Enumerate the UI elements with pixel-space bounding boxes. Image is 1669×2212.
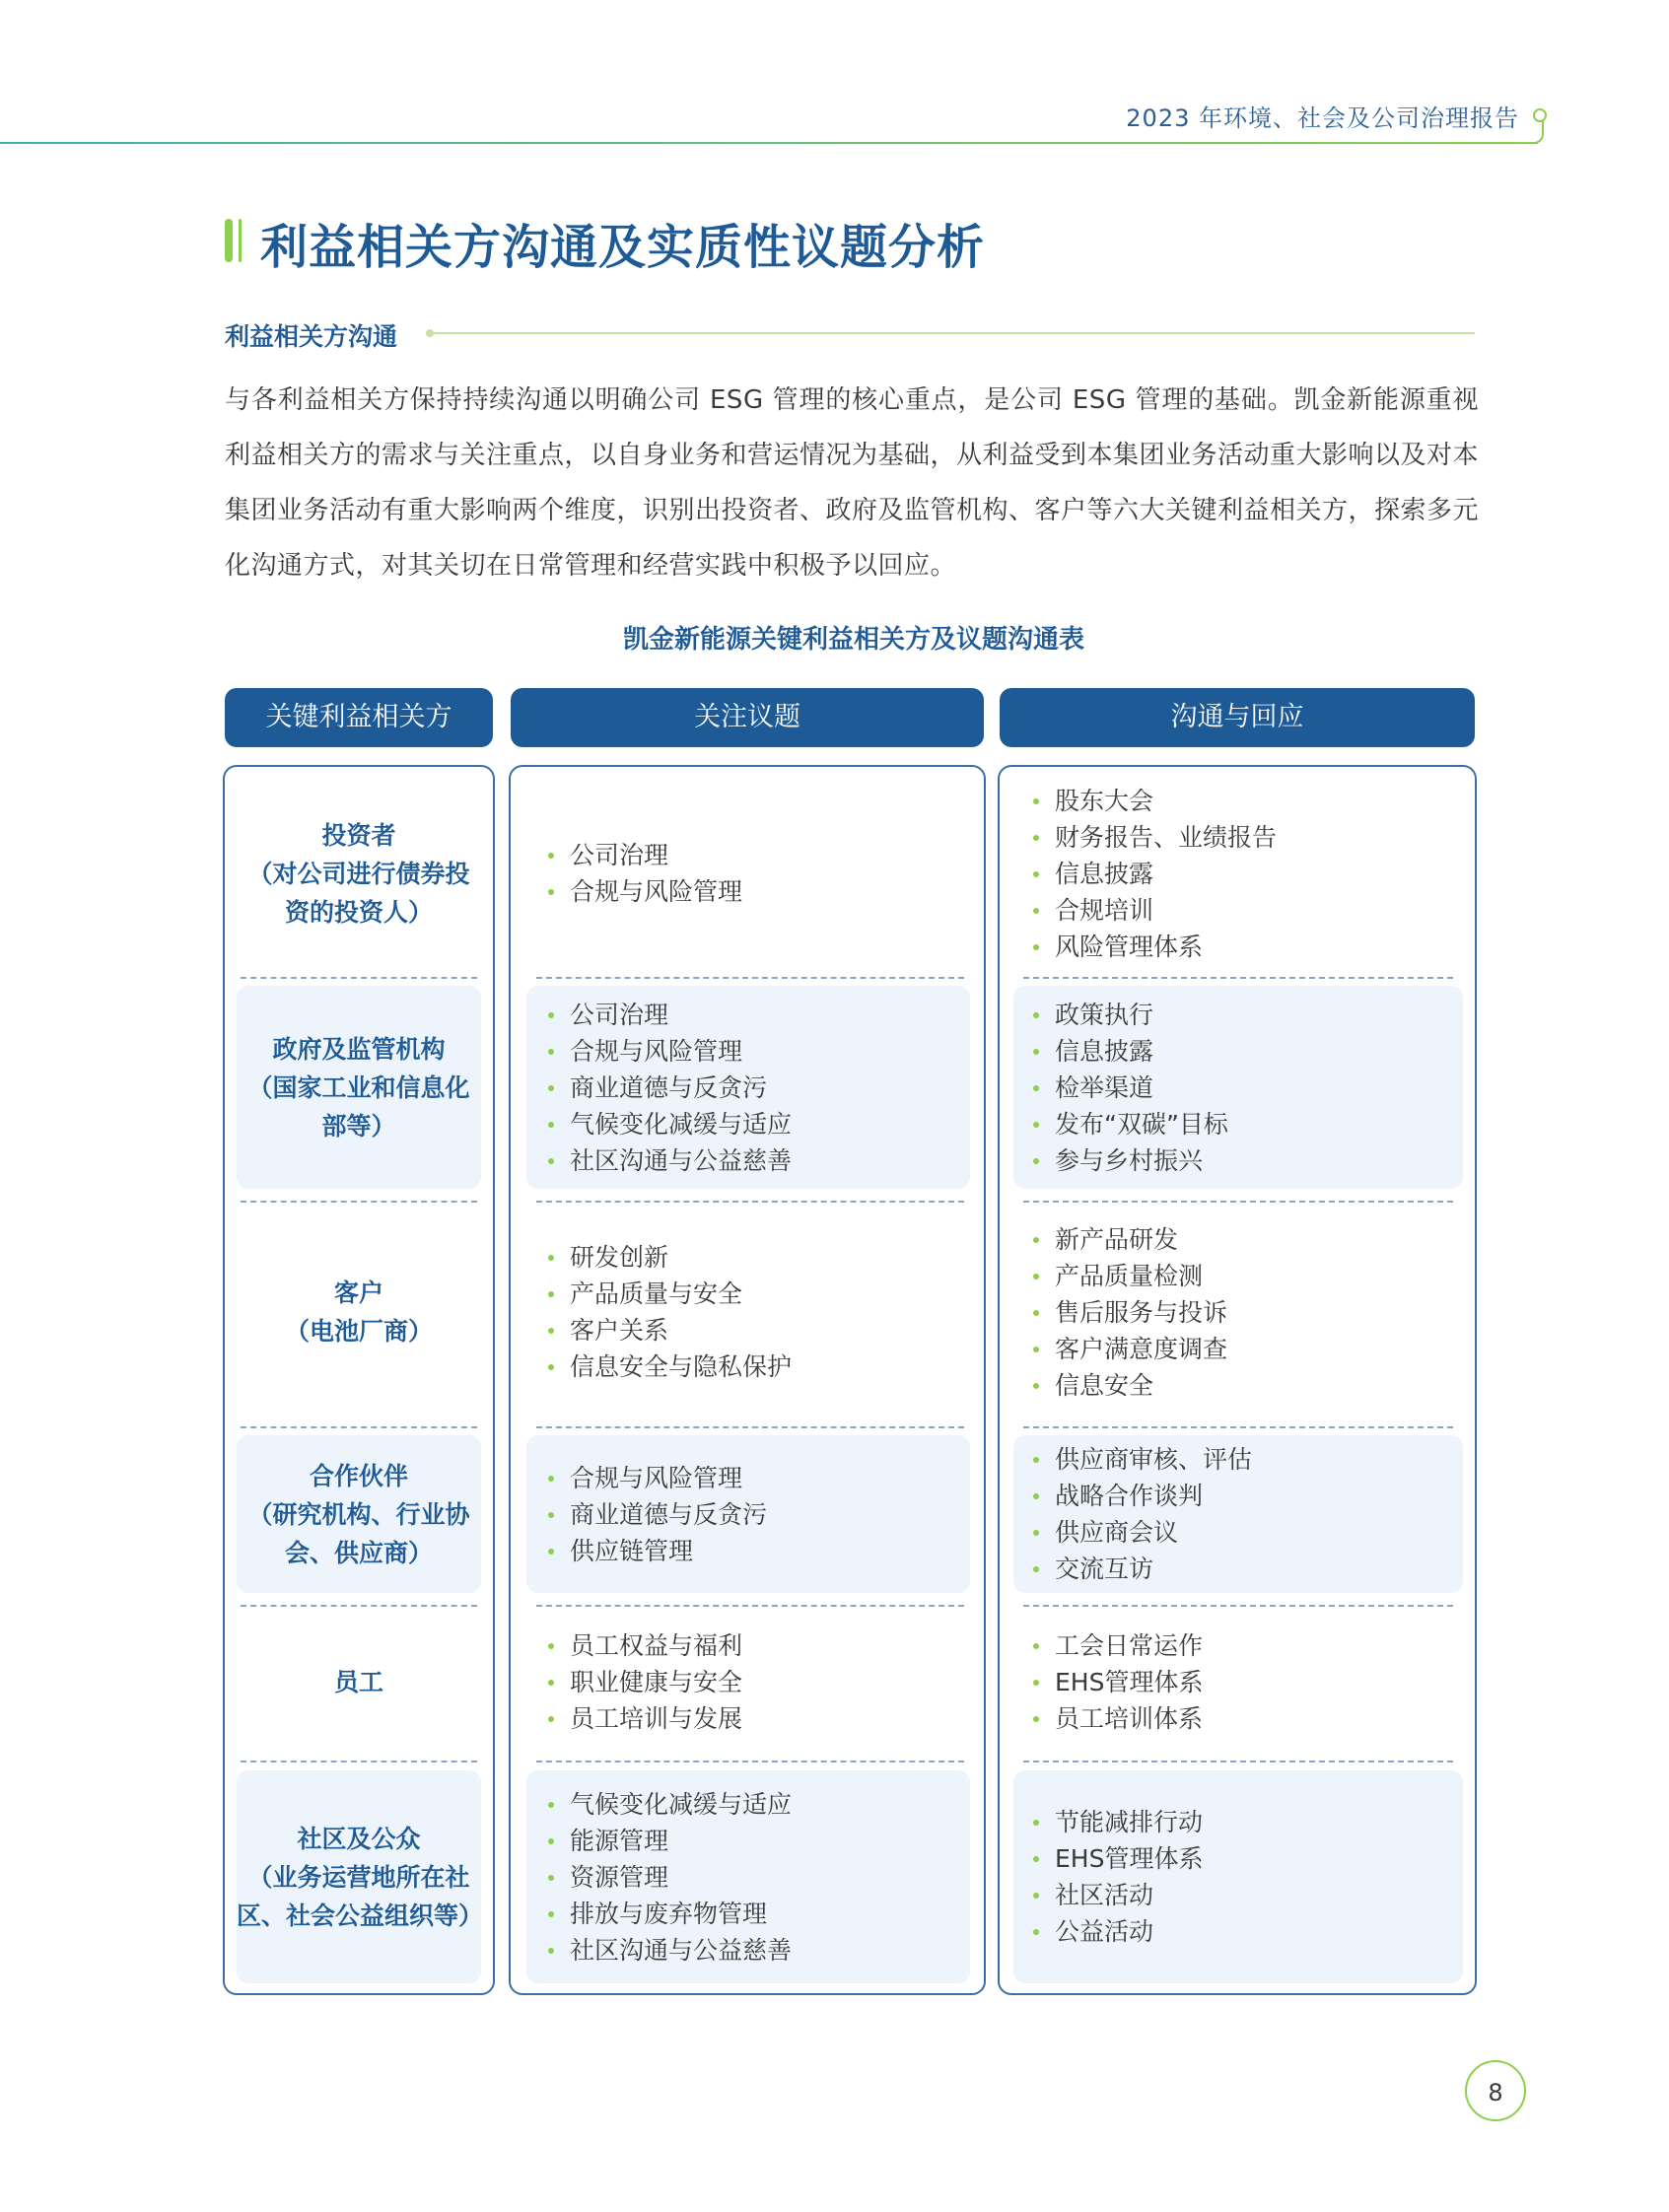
column-header-responses: 沟通与回应 bbox=[1000, 688, 1475, 747]
response-text: 交流互访 bbox=[1055, 1555, 1154, 1583]
response-item bbox=[1033, 1441, 1463, 1478]
response-text: 发布“双碳”目标 bbox=[1055, 1109, 1228, 1139]
response-item bbox=[1033, 1913, 1463, 1950]
bullet-dot-icon bbox=[1033, 1680, 1039, 1686]
topics-cell bbox=[526, 986, 970, 1189]
topic-item bbox=[548, 1070, 970, 1106]
topic-item bbox=[548, 1106, 970, 1142]
topics-cell bbox=[526, 775, 970, 972]
response-item bbox=[1033, 819, 1463, 856]
response-item bbox=[1033, 1142, 1463, 1179]
bullet-dot-icon bbox=[1033, 1274, 1039, 1279]
row-divider bbox=[1023, 977, 1453, 979]
row-divider bbox=[241, 977, 477, 979]
topic-item bbox=[548, 1823, 970, 1859]
topic-item bbox=[548, 1496, 970, 1533]
stakeholder-name-line: （研究机构、行业协 bbox=[247, 1499, 470, 1529]
response-item bbox=[1033, 1664, 1463, 1700]
response-item bbox=[1033, 929, 1463, 965]
bullet-dot-icon bbox=[1033, 944, 1039, 950]
table-caption: 凯金新能源关键利益相关方及议题沟通表 bbox=[622, 625, 1084, 655]
row-divider bbox=[1023, 1605, 1453, 1607]
bullet-dot-icon bbox=[1033, 1383, 1039, 1389]
section-title: 利益相关方沟通 bbox=[225, 322, 398, 351]
topic-text: 商业道德与反贪污 bbox=[570, 1499, 768, 1529]
bullet-dot-icon bbox=[1033, 1347, 1039, 1352]
stakeholder-name-line: 社区及公众 bbox=[297, 1824, 421, 1853]
topic-text: 职业健康与安全 bbox=[570, 1667, 743, 1696]
response-item bbox=[1033, 783, 1463, 819]
bullet-dot-icon bbox=[1033, 798, 1039, 804]
topic-text: 气候变化减缓与适应 bbox=[570, 1109, 793, 1139]
bullet-dot-icon bbox=[548, 1049, 554, 1055]
response-item bbox=[1033, 856, 1463, 892]
stakeholder-cell bbox=[237, 1613, 481, 1751]
response-text: 信息披露 bbox=[1055, 1036, 1154, 1066]
stakeholder-name-line: 部等） bbox=[321, 1111, 396, 1141]
stakeholder-cell bbox=[237, 1435, 481, 1593]
topics-cell bbox=[526, 1613, 970, 1751]
bullet-dot-icon bbox=[548, 1802, 554, 1808]
topic-text: 排放与废弃物管理 bbox=[570, 1899, 768, 1928]
topic-text: 气候变化减缓与适应 bbox=[570, 1789, 793, 1819]
topics-cell bbox=[526, 1209, 970, 1416]
bullet-dot-icon bbox=[548, 1085, 554, 1091]
responses-cell bbox=[1013, 775, 1463, 972]
topic-item bbox=[548, 1859, 970, 1896]
response-text: EHS管理体系 bbox=[1055, 1844, 1204, 1873]
topic-item bbox=[548, 1533, 970, 1569]
bullet-dot-icon bbox=[548, 1716, 554, 1722]
bullet-dot-icon bbox=[1033, 1929, 1039, 1935]
stakeholder-name-line: 政府及监管机构 bbox=[272, 1034, 446, 1064]
response-text: 社区活动 bbox=[1055, 1881, 1154, 1909]
response-text: 财务报告、业绩报告 bbox=[1055, 822, 1278, 852]
topic-item bbox=[548, 1239, 970, 1276]
topic-item bbox=[548, 1348, 970, 1385]
stakeholder-name-line: （国家工业和信息化 bbox=[247, 1072, 470, 1102]
response-item bbox=[1033, 1804, 1463, 1840]
topic-item bbox=[548, 1142, 970, 1179]
response-text: 风险管理体系 bbox=[1055, 932, 1204, 961]
row-divider bbox=[241, 1761, 477, 1763]
row-divider bbox=[536, 1605, 964, 1607]
topic-text: 公司治理 bbox=[570, 1000, 669, 1029]
topic-item bbox=[548, 1896, 970, 1932]
response-text: 检举渠道 bbox=[1055, 1072, 1154, 1102]
response-item bbox=[1033, 1221, 1463, 1258]
stakeholder-name-line: 合作伙伴 bbox=[309, 1461, 408, 1490]
bullet-dot-icon bbox=[548, 1158, 554, 1164]
response-text: 信息安全 bbox=[1055, 1370, 1154, 1400]
response-text: 股东大会 bbox=[1055, 786, 1154, 815]
bullet-dot-icon bbox=[548, 1291, 554, 1297]
topics-cell bbox=[526, 1770, 970, 1983]
intro-paragraph: 与各利益相关方保持持续沟通以明确公司 ESG 管理的核心重点，是公司 ESG 管理的基础。凯金新能源重视利益相关方的需求与关注重点，以自身业务和营运情况为基础，从利益受到本集团业务活动重大影响以及对本集团业务活动有重大影响两个维度，识别出投资者、政府及监管机构、客户等六大关键利益相关方，探索多元化沟通方式，对其关切在日常管理和经营实践中积极予以回应。 bbox=[225, 385, 1480, 581]
bullet-dot-icon bbox=[1033, 871, 1039, 877]
row-divider bbox=[241, 1201, 477, 1203]
topic-text: 产品质量与安全 bbox=[570, 1279, 743, 1308]
response-item bbox=[1033, 1070, 1463, 1106]
response-item bbox=[1033, 1478, 1463, 1514]
response-item bbox=[1033, 892, 1463, 929]
response-item bbox=[1033, 1700, 1463, 1737]
topic-item bbox=[548, 997, 970, 1033]
topic-text: 合规与风险管理 bbox=[570, 1463, 743, 1492]
stakeholder-name-line: （对公司进行债券投 bbox=[247, 859, 470, 888]
row-divider bbox=[536, 1761, 964, 1763]
response-item bbox=[1033, 1033, 1463, 1070]
row-divider bbox=[241, 1426, 477, 1428]
response-text: 供应商会议 bbox=[1055, 1518, 1179, 1547]
topic-item bbox=[548, 1786, 970, 1823]
stakeholder-cell bbox=[237, 986, 481, 1189]
bullet-dot-icon bbox=[548, 1328, 554, 1334]
bullet-dot-icon bbox=[1033, 1237, 1039, 1243]
stakeholder-cell bbox=[237, 1209, 481, 1416]
responses-cell bbox=[1013, 1209, 1463, 1416]
row-divider bbox=[536, 977, 964, 979]
bullet-dot-icon bbox=[1033, 1457, 1039, 1463]
row-divider bbox=[1023, 1426, 1453, 1428]
topic-text: 社区沟通与公益慈善 bbox=[570, 1935, 793, 1965]
topic-item bbox=[548, 1276, 970, 1312]
response-text: 售后服务与投诉 bbox=[1055, 1297, 1228, 1327]
topic-item bbox=[548, 1664, 970, 1700]
response-item bbox=[1033, 1331, 1463, 1367]
response-text: 产品质量检测 bbox=[1055, 1261, 1204, 1290]
topic-text: 信息安全与隐私保护 bbox=[570, 1352, 793, 1381]
row-divider bbox=[1023, 1761, 1453, 1763]
bullet-dot-icon bbox=[548, 1680, 554, 1686]
response-item bbox=[1033, 1294, 1463, 1331]
bullet-dot-icon bbox=[1033, 835, 1039, 841]
bullet-dot-icon bbox=[548, 1549, 554, 1555]
topic-text: 商业道德与反贪污 bbox=[570, 1072, 768, 1102]
responses-cell bbox=[1013, 1613, 1463, 1751]
stakeholder-name-line: 会、供应商） bbox=[284, 1538, 433, 1567]
stakeholder-cell bbox=[237, 1770, 484, 1983]
row-divider bbox=[536, 1426, 964, 1428]
topic-text: 研发创新 bbox=[570, 1243, 669, 1272]
topic-item bbox=[548, 1700, 970, 1737]
row-divider bbox=[1023, 1201, 1453, 1203]
stakeholder-name-line: 客户 bbox=[333, 1279, 383, 1307]
topic-text: 公司治理 bbox=[570, 841, 669, 869]
bullet-dot-icon bbox=[1033, 1643, 1039, 1649]
bullet-dot-icon bbox=[548, 1911, 554, 1917]
topic-item bbox=[548, 1932, 970, 1969]
bullet-dot-icon bbox=[1033, 1530, 1039, 1536]
header-dot-ornament bbox=[1533, 108, 1547, 122]
topic-item bbox=[548, 837, 970, 873]
bullet-dot-icon bbox=[1033, 1893, 1039, 1899]
title-accent-bar-thin bbox=[239, 219, 242, 262]
response-item bbox=[1033, 1627, 1463, 1664]
bullet-dot-icon bbox=[1033, 1566, 1039, 1572]
bullet-dot-icon bbox=[1033, 1310, 1039, 1316]
response-item bbox=[1033, 1258, 1463, 1294]
topic-text: 供应链管理 bbox=[570, 1536, 694, 1565]
column-header-topics: 关注议题 bbox=[511, 688, 984, 747]
response-item bbox=[1033, 1514, 1463, 1551]
stakeholder-name-line: 资的投资人） bbox=[284, 897, 433, 927]
row-divider bbox=[241, 1605, 477, 1607]
bullet-dot-icon bbox=[1033, 1122, 1039, 1128]
response-text: 公益活动 bbox=[1055, 1917, 1154, 1946]
bullet-dot-icon bbox=[548, 853, 554, 859]
response-item bbox=[1033, 1367, 1463, 1404]
bullet-dot-icon bbox=[548, 1643, 554, 1649]
response-text: EHS管理体系 bbox=[1055, 1667, 1204, 1696]
bullet-dot-icon bbox=[1033, 1158, 1039, 1164]
response-item bbox=[1033, 1551, 1463, 1587]
topics-cell bbox=[526, 1435, 970, 1593]
topic-item bbox=[548, 873, 970, 910]
stakeholder-name-line: （业务运营地所在社 bbox=[247, 1862, 470, 1892]
page-title: 利益相关方沟通及实质性议题分析 bbox=[260, 220, 986, 275]
topic-text: 资源管理 bbox=[570, 1862, 669, 1892]
responses-cell bbox=[1013, 1770, 1463, 1983]
bullet-dot-icon bbox=[548, 1948, 554, 1954]
bullet-dot-icon bbox=[1033, 908, 1039, 914]
report-title: 2023 年环境、社会及公司治理报告 bbox=[1126, 104, 1519, 132]
bullet-dot-icon bbox=[548, 1512, 554, 1518]
bullet-dot-icon bbox=[1033, 1049, 1039, 1055]
response-text: 员工培训体系 bbox=[1055, 1703, 1204, 1733]
topic-item bbox=[548, 1460, 970, 1496]
page-number: 8 bbox=[1465, 2060, 1526, 2121]
stakeholder-cell bbox=[237, 775, 481, 972]
bullet-dot-icon bbox=[548, 1875, 554, 1881]
response-text: 信息披露 bbox=[1055, 859, 1154, 888]
bullet-dot-icon bbox=[548, 889, 554, 895]
response-text: 战略合作谈判 bbox=[1055, 1482, 1204, 1510]
topic-item bbox=[548, 1312, 970, 1348]
topic-item bbox=[548, 1627, 970, 1664]
stakeholder-name-line: 投资者 bbox=[321, 820, 396, 850]
column-header-stakeholder: 关键利益相关方 bbox=[225, 688, 493, 747]
title-accent-bar bbox=[225, 219, 233, 262]
response-text: 节能减排行动 bbox=[1055, 1808, 1204, 1836]
bullet-dot-icon bbox=[548, 1476, 554, 1482]
response-item bbox=[1033, 1877, 1463, 1913]
stakeholder-name-line: （电池厂商） bbox=[284, 1317, 433, 1346]
topic-text: 员工权益与福利 bbox=[570, 1630, 743, 1660]
response-text: 合规培训 bbox=[1055, 895, 1154, 925]
topic-text: 客户关系 bbox=[570, 1316, 669, 1345]
bullet-dot-icon bbox=[1033, 1012, 1039, 1018]
topic-text: 员工培训与发展 bbox=[570, 1703, 743, 1733]
response-item bbox=[1033, 997, 1463, 1033]
topic-item bbox=[548, 1033, 970, 1070]
section-divider bbox=[432, 332, 1475, 334]
bullet-dot-icon bbox=[548, 1838, 554, 1844]
topic-text: 合规与风险管理 bbox=[570, 877, 743, 906]
bullet-dot-icon bbox=[548, 1255, 554, 1261]
bullet-dot-icon bbox=[1033, 1820, 1039, 1826]
bullet-dot-icon bbox=[1033, 1716, 1039, 1722]
response-text: 工会日常运作 bbox=[1055, 1630, 1204, 1660]
responses-cell bbox=[1013, 1435, 1463, 1593]
responses-cell bbox=[1013, 986, 1463, 1189]
bullet-dot-icon bbox=[1033, 1085, 1039, 1091]
stakeholder-name-line: 员工 bbox=[333, 1667, 383, 1696]
response-text: 参与乡村振兴 bbox=[1055, 1145, 1204, 1175]
response-text: 政策执行 bbox=[1055, 1000, 1154, 1029]
bullet-dot-icon bbox=[1033, 1493, 1039, 1499]
bullet-dot-icon bbox=[548, 1364, 554, 1370]
bullet-dot-icon bbox=[1033, 1856, 1039, 1862]
response-item bbox=[1033, 1106, 1463, 1142]
stakeholder-name-line: 区、社会公益组织等） bbox=[237, 1901, 484, 1930]
topic-text: 社区沟通与公益慈善 bbox=[570, 1145, 793, 1175]
bullet-dot-icon bbox=[548, 1122, 554, 1128]
response-item bbox=[1033, 1840, 1463, 1877]
response-text: 客户满意度调查 bbox=[1055, 1334, 1228, 1363]
topic-text: 合规与风险管理 bbox=[570, 1036, 743, 1066]
row-divider bbox=[536, 1201, 964, 1203]
header-rule bbox=[0, 142, 1538, 144]
topic-text: 能源管理 bbox=[570, 1826, 669, 1855]
response-text: 新产品研发 bbox=[1055, 1224, 1179, 1254]
bullet-dot-icon bbox=[548, 1012, 554, 1018]
response-text: 供应商审核、评估 bbox=[1055, 1445, 1253, 1474]
